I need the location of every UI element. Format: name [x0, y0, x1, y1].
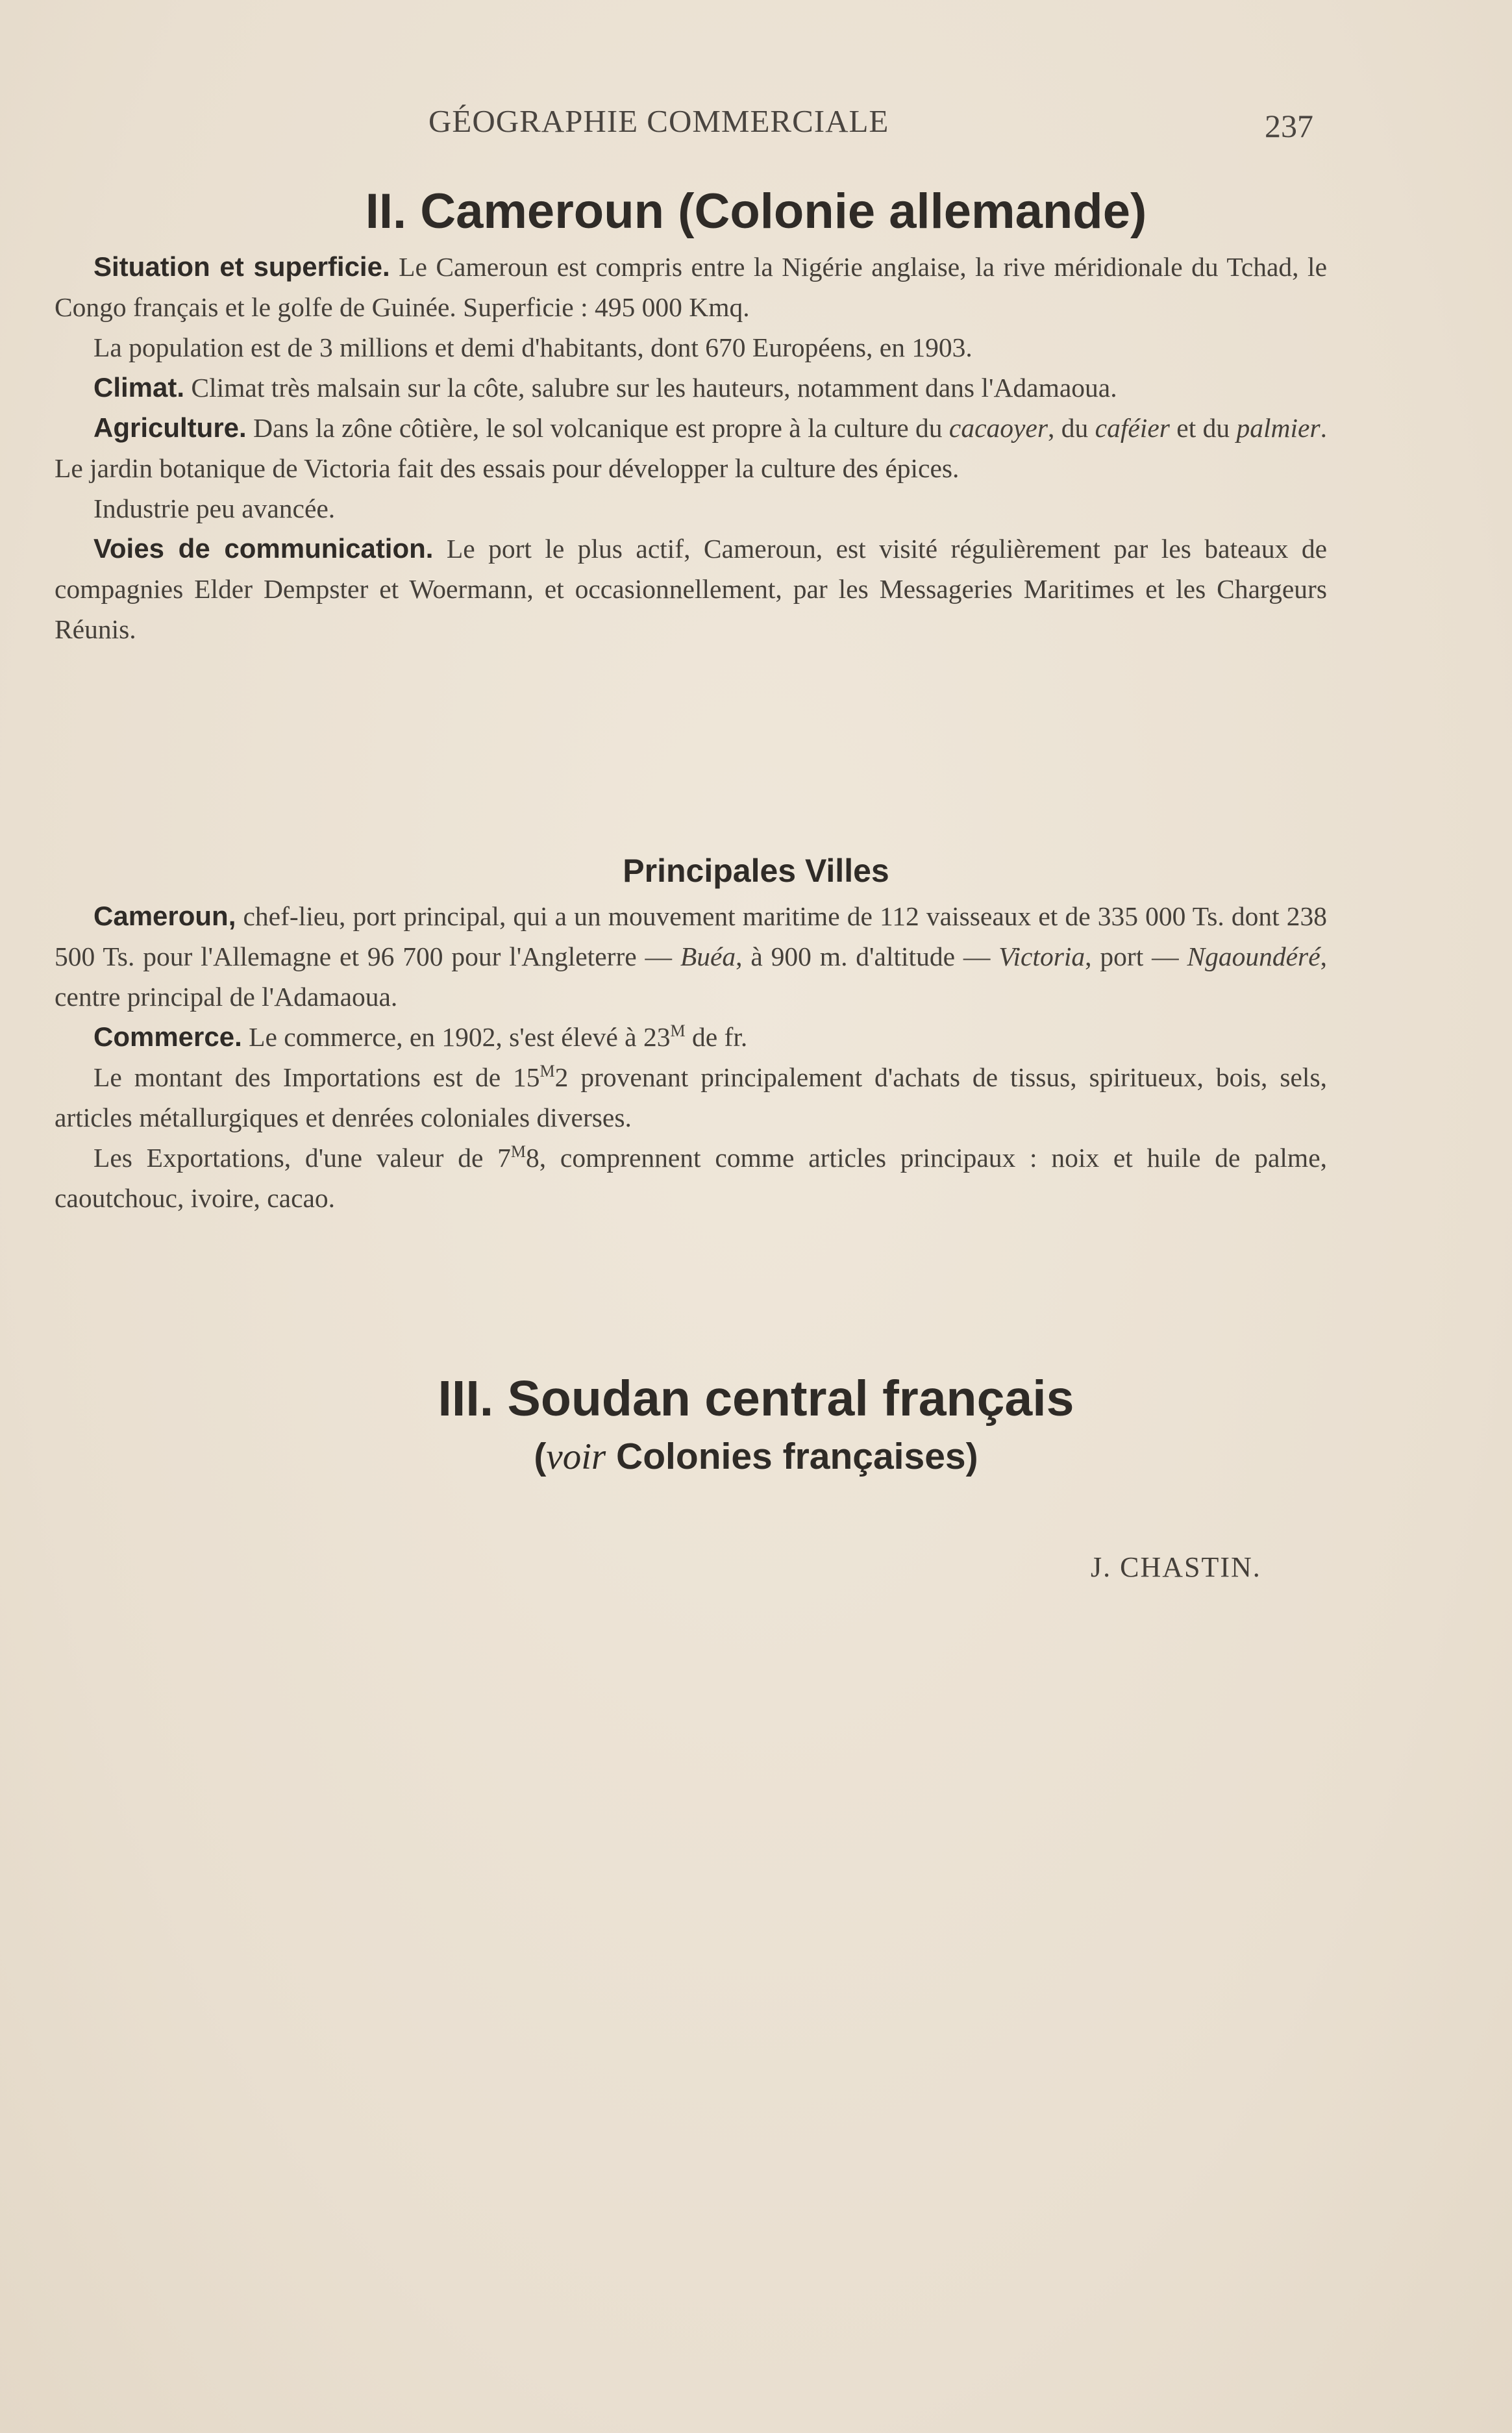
- text-agriculture-2: , du: [1048, 413, 1095, 443]
- lead-cameroun-ville: Cameroun,: [93, 901, 236, 931]
- text-buea: , à 900 m. d'altitude —: [736, 942, 999, 971]
- text-agriculture-4: . Le jardin botanique de Victoria fait des essais pour développer la culture des épices.: [55, 413, 1328, 483]
- superscript-commerce: M: [670, 1021, 686, 1041]
- text-agriculture-3: et du: [1169, 413, 1237, 443]
- paragraph-villes: [55, 896, 1327, 1017]
- author-signature: J. CHASTIN.: [1091, 1551, 1261, 1583]
- text-climat: Climat très malsain sur la côte, salubre sur les hauteurs, notamment dans l'Adamaoua.: [184, 373, 1117, 403]
- superscript-imports: M: [539, 1062, 555, 1081]
- text-exports-1: Les Exportations, d'une valeur de 7: [93, 1143, 511, 1173]
- text-victoria: , port —: [1085, 942, 1187, 971]
- lead-agriculture: Agriculture.: [93, 412, 247, 443]
- city-ngaoundere: Ngaoundéré: [1187, 942, 1320, 971]
- villes-commerce-body: [55, 896, 1327, 1218]
- term-palmier: palmier: [1236, 413, 1320, 443]
- text-ngaoundere: , centre principal de l'Adamaoua.: [55, 942, 1327, 1012]
- voir-rest: Colonies françaises): [606, 1436, 978, 1477]
- city-buea: Buéa: [680, 942, 736, 971]
- text-cameroun-ville: chef-lieu, port principal, qui a un mouvement maritime de 112 vaisseaux et de 335 000 Ts. dont 238 500 Ts. pour l'Allemagne et 96 700 pour l'Angleterre —: [55, 901, 1327, 971]
- text-imports-2: 2 provenant principalement d'achats de tissus, spiritueux, bois, sels, articles métallurgiques et denrées coloniales diverses.: [55, 1062, 1327, 1132]
- lead-situation: Situation et superficie.: [93, 251, 390, 282]
- text-industrie: Industrie peu avancée.: [93, 493, 336, 523]
- text-agriculture-1: Dans la zône côtière, le sol volcanique est propre à la culture du: [246, 413, 949, 443]
- paragraph-commerce: [55, 1017, 1327, 1057]
- text-imports-1: Le montant des Importations est de 15: [93, 1062, 540, 1092]
- lead-commerce: Commerce.: [93, 1021, 242, 1052]
- term-cacaoyer: cacaoyer: [948, 413, 1048, 443]
- paragraph-agriculture: [55, 408, 1327, 488]
- running-title: GÉOGRAPHIE COMMERCIALE: [428, 103, 889, 139]
- text-commerce-1: Le commerce, en 1902, s'est élevé à 23: [242, 1022, 671, 1052]
- text-voies: Le port le plus actif, Cameroun, est visité régulièrement par les bateaux de compagnies Elder Dempster et Woermann, et occasionnellement, par les Messageries Maritimes et les Chargeurs Réunis.: [55, 534, 1327, 644]
- paragraph-industrie: [55, 488, 1327, 529]
- text-population: La population est de 3 millions et demi d'habitants, dont 670 Européens, en 1903.: [93, 332, 973, 362]
- paragraph-importations: [55, 1057, 1327, 1138]
- city-victoria: Victoria: [998, 942, 1085, 971]
- paragraph-climat: [55, 368, 1327, 408]
- section-title-soudan: III. Soudan central français: [438, 1371, 1074, 1427]
- lead-climat: Climat.: [93, 372, 185, 403]
- subtitle-principales-villes: Principales Villes: [623, 853, 889, 889]
- text-exports-2: 8, comprennent comme articles principaux : noix et huile de palme, caoutchouc, ivoire, cacao.: [55, 1143, 1327, 1213]
- cross-reference: [0, 1435, 1512, 1478]
- text-situation: Le Cameroun est compris entre la Nigérie anglaise, la rive méridionale du Tchad, le Congo français et le golfe de Guinée. Superficie : 495 000 Kmq.: [55, 252, 1327, 322]
- paragraph-situation: [55, 247, 1327, 327]
- lead-voies: Voies de communication.: [93, 533, 434, 564]
- paragraph-population: [55, 327, 1327, 368]
- voir-word: voir: [546, 1436, 606, 1477]
- section-title-cameroun: II. Cameroun (Colonie allemande): [365, 184, 1147, 239]
- text-commerce-2: de fr.: [685, 1022, 748, 1052]
- cameroun-body: [55, 247, 1327, 649]
- voir-open-paren: (: [534, 1436, 547, 1477]
- superscript-exports: M: [510, 1142, 527, 1162]
- page-number: 237: [1265, 108, 1313, 144]
- paragraph-exportations: [55, 1138, 1327, 1218]
- term-cafeier: caféier: [1095, 413, 1170, 443]
- paragraph-voies: [55, 529, 1327, 649]
